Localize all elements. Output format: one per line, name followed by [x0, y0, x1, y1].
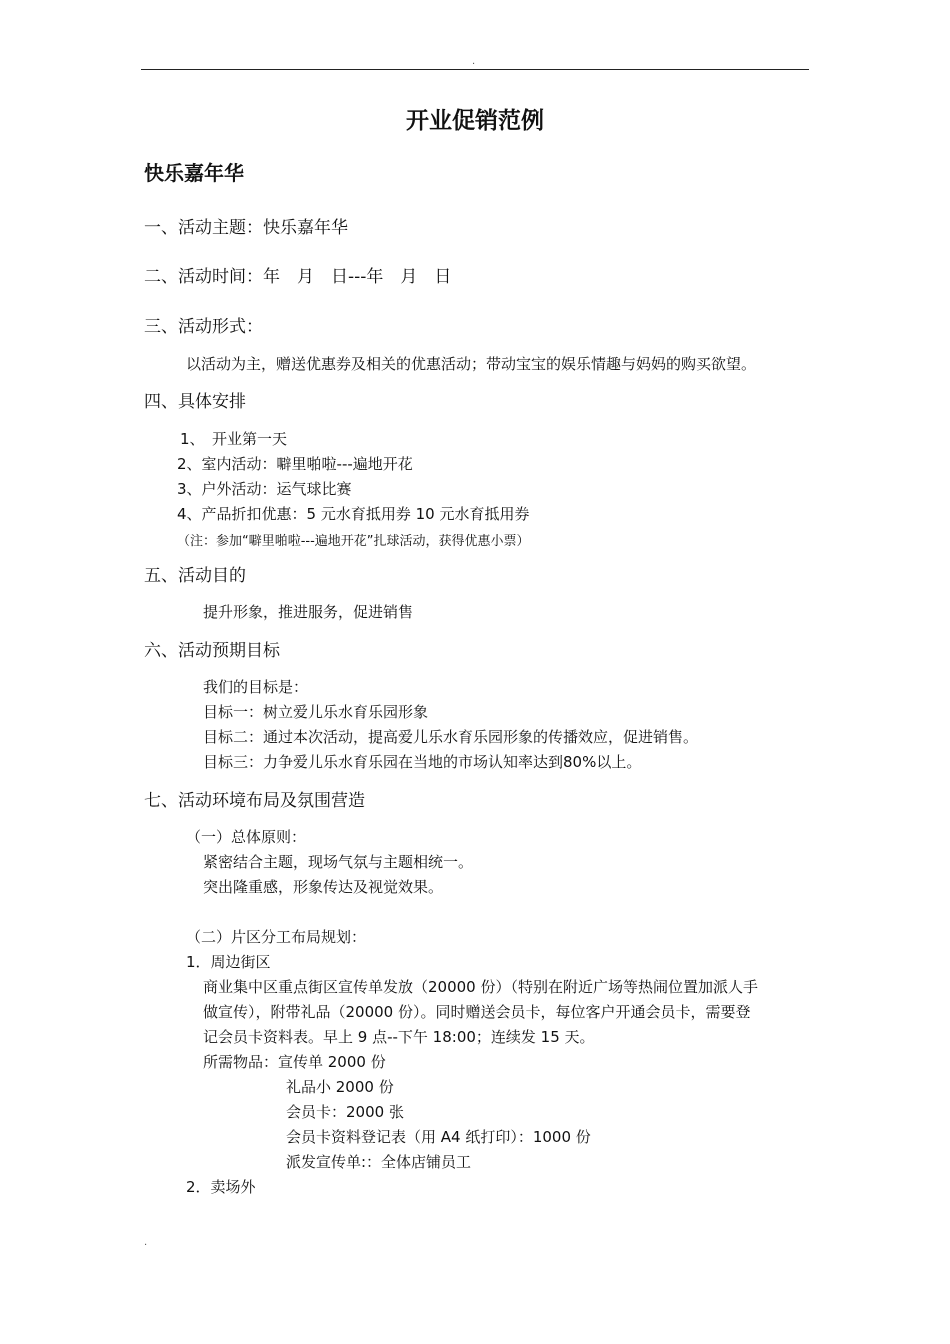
document-title: 开业促销范例: [406, 108, 544, 134]
section-6-heading: 六、活动预期目标: [144, 641, 280, 661]
goal-line: 我们的目标是：: [203, 678, 309, 696]
materials-item: 会员卡资料登记表（用 A4 纸打印）：1000 份: [286, 1128, 591, 1146]
section-5-body: 提升形象，推进服务，促进销售: [203, 603, 414, 621]
goal-line: 目标二：通过本次活动，提高爱儿乐水育乐园形象的传播效应，促进销售。: [203, 728, 699, 746]
materials-item: 礼品小 2000 份: [286, 1078, 394, 1096]
subsection-a-title: （一）总体原则：: [186, 828, 307, 846]
principle-line: 紧密结合主题，现场气氛与主题相统一。: [203, 853, 474, 871]
schedule-item: 1、 开业第一天: [180, 430, 288, 448]
schedule-note: （注：参加“噼里啪啦---遍地开花”扎球活动，获得优惠小票）: [177, 534, 530, 549]
section-7-heading: 七、活动环境布局及氛围营造: [144, 791, 365, 811]
section-4-heading: 四、具体安排: [144, 392, 246, 412]
subsection-b-title: （二）片区分工布局规划：: [186, 928, 367, 946]
goal-line: 目标一：树立爱儿乐水育乐园形象: [203, 703, 429, 721]
header-rule: [141, 69, 809, 70]
section-2-heading: 二、活动时间：年 月 日---年 月 日: [144, 267, 452, 287]
goal-line: 目标三：力争爱儿乐水育乐园在当地的市场认知率达到80%以上。: [203, 753, 642, 771]
section-1-heading: 一、活动主题：快乐嘉年华: [144, 218, 348, 238]
area-1-body-line: 记会员卡资料表。早上 9 点--下午 18:00；连续发 15 天。: [203, 1028, 595, 1046]
materials-item: 派发宣传单:：全体店铺员工: [286, 1153, 472, 1171]
section-3-heading: 三、活动形式：: [144, 317, 263, 337]
principle-line: 突出隆重感，形象传达及视觉效果。: [203, 878, 444, 896]
schedule-item: 2、室内活动：噼里啪啦---遍地开花: [177, 455, 413, 473]
section-5-heading: 五、活动目的: [144, 566, 246, 586]
document-subtitle: 快乐嘉年华: [144, 161, 244, 185]
area-2-title: 2．卖场外: [186, 1178, 256, 1196]
schedule-item: 4、产品折扣优惠：5 元水育抵用券 10 元水育抵用券: [177, 505, 530, 523]
header-mark: .: [472, 56, 476, 67]
area-1-title: 1．周边街区: [186, 953, 271, 971]
area-1-body-line: 做宣传），附带礼品（20000 份）。同时赠送会员卡，每位客户开通会员卡，需要登: [203, 1003, 751, 1021]
materials-item: 会员卡：2000 张: [286, 1103, 404, 1121]
area-1-body-line: 商业集中区重点街区宣传单发放（20000 份）（特别在附近广场等热闹位置加派人手: [203, 978, 758, 996]
schedule-item: 3、户外活动：运气球比赛: [177, 480, 352, 498]
section-3-body: 以活动为主，赠送优惠券及相关的优惠活动；带动宝宝的娱乐情趣与妈妈的购买欲望。: [186, 355, 757, 373]
materials-label: 所需物品：宣传单 2000 份: [203, 1053, 386, 1071]
footer-mark: .: [144, 1237, 148, 1248]
